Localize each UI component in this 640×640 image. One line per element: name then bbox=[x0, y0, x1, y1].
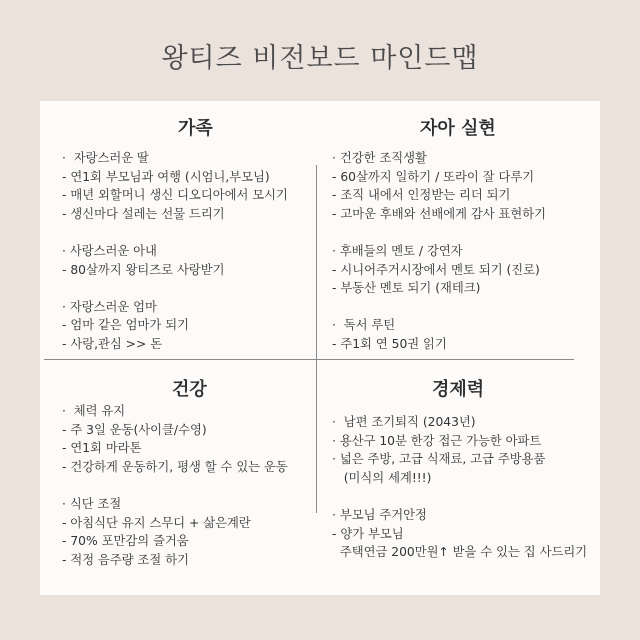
family-list bbox=[62, 149, 288, 354]
goal-heading: · 남편 조기퇴직 (2043년) bbox=[332, 415, 476, 429]
group-spacer bbox=[62, 223, 288, 242]
goal-item: - 60살까지 일하기 / 또라이 잘 다루기 bbox=[332, 169, 535, 184]
goal-item: - 연1회 마라톤 bbox=[62, 441, 142, 456]
goal-item: - 주 3일 운동(사이클/수영) bbox=[62, 422, 207, 437]
goal-heading: · 사랑스러운 아내 bbox=[62, 243, 157, 258]
goal-item: - 주1회 연 50권 읽기 bbox=[332, 336, 447, 351]
goal-item: · 넓은 주방, 고급 식재료, 고급 주방용품 bbox=[332, 452, 546, 467]
goal-item: - 시니어주거시장에서 멘토 되기 (진로) bbox=[332, 262, 540, 277]
goal-item: - 건강하게 운동하기, 평생 할 수 있는 운동 bbox=[62, 459, 288, 474]
goal-item: - 생신마다 설레는 선물 드리기 bbox=[62, 206, 225, 221]
group-spacer bbox=[62, 279, 288, 298]
group-spacer bbox=[332, 487, 587, 506]
horizontal-divider bbox=[44, 359, 574, 360]
goal-item: - 80살까지 왕티즈로 사랑받기 bbox=[62, 262, 225, 277]
goal-item: · 용산구 10분 한강 접근 가능한 아파트 bbox=[332, 433, 542, 448]
goal-item: - 조직 내에서 인정받는 리더 되기 bbox=[332, 188, 511, 203]
goal-item: - 70% 포만감의 즐거움 bbox=[62, 534, 189, 549]
goal-item: 주택연금 200만원↑ 받을 수 있는 집 사드리기 bbox=[332, 545, 588, 560]
goal-item: - 고마운 후배와 선배에게 감사 표현하기 bbox=[332, 206, 547, 221]
goal-heading: · 독서 루틴 bbox=[332, 318, 396, 333]
group-spacer bbox=[332, 298, 546, 317]
health-title: 건강 bbox=[172, 379, 207, 400]
goal-heading: · 자랑스러운 딸 bbox=[62, 151, 149, 165]
goal-item: - 엄마 같은 엄마가 되기 bbox=[62, 318, 189, 333]
vision-board bbox=[40, 101, 600, 595]
group-spacer bbox=[62, 476, 288, 495]
goal-item: (미식의 세계!!!) bbox=[332, 470, 432, 485]
vertical-divider bbox=[316, 165, 317, 513]
goal-item: - 부동산 멘토 되기 (재테크) bbox=[332, 281, 481, 296]
goal-heading: · 자랑스러운 엄마 bbox=[62, 299, 157, 314]
economy-title: 경제력 bbox=[432, 379, 485, 400]
goal-item: - 매년 외할머니 생신 디오디아에서 모시기 bbox=[62, 188, 288, 203]
goal-item: - 연1회 부모님과 여행 (시엄니,부모님) bbox=[62, 169, 270, 184]
goal-heading: · 부모님 주거안정 bbox=[332, 507, 427, 522]
economy-list bbox=[332, 413, 587, 562]
goal-heading: · 후배들의 멘토 / 강연자 bbox=[332, 243, 463, 258]
goal-item: - 사랑,관심 >> 돈 bbox=[62, 336, 163, 351]
goal-heading: · 건강한 조직생활 bbox=[332, 151, 427, 165]
goal-item: - 적정 음주량 조절 하기 bbox=[62, 552, 189, 567]
health-list bbox=[62, 402, 288, 569]
goal-item: - 양가 부모님 bbox=[332, 526, 404, 541]
goal-heading: · 식단 조절 bbox=[62, 496, 122, 511]
group-spacer bbox=[332, 223, 546, 242]
family-title: 가족 bbox=[178, 118, 213, 139]
goal-item: - 아침식단 유지 스무디 + 삶은계란 bbox=[62, 515, 251, 530]
self-realization-list bbox=[332, 149, 546, 354]
page-title: 왕티즈 비전보드 마인드맵 bbox=[161, 43, 479, 74]
goal-heading: · 체력 유지 bbox=[62, 404, 126, 418]
self-title: 자아 실현 bbox=[420, 118, 496, 139]
